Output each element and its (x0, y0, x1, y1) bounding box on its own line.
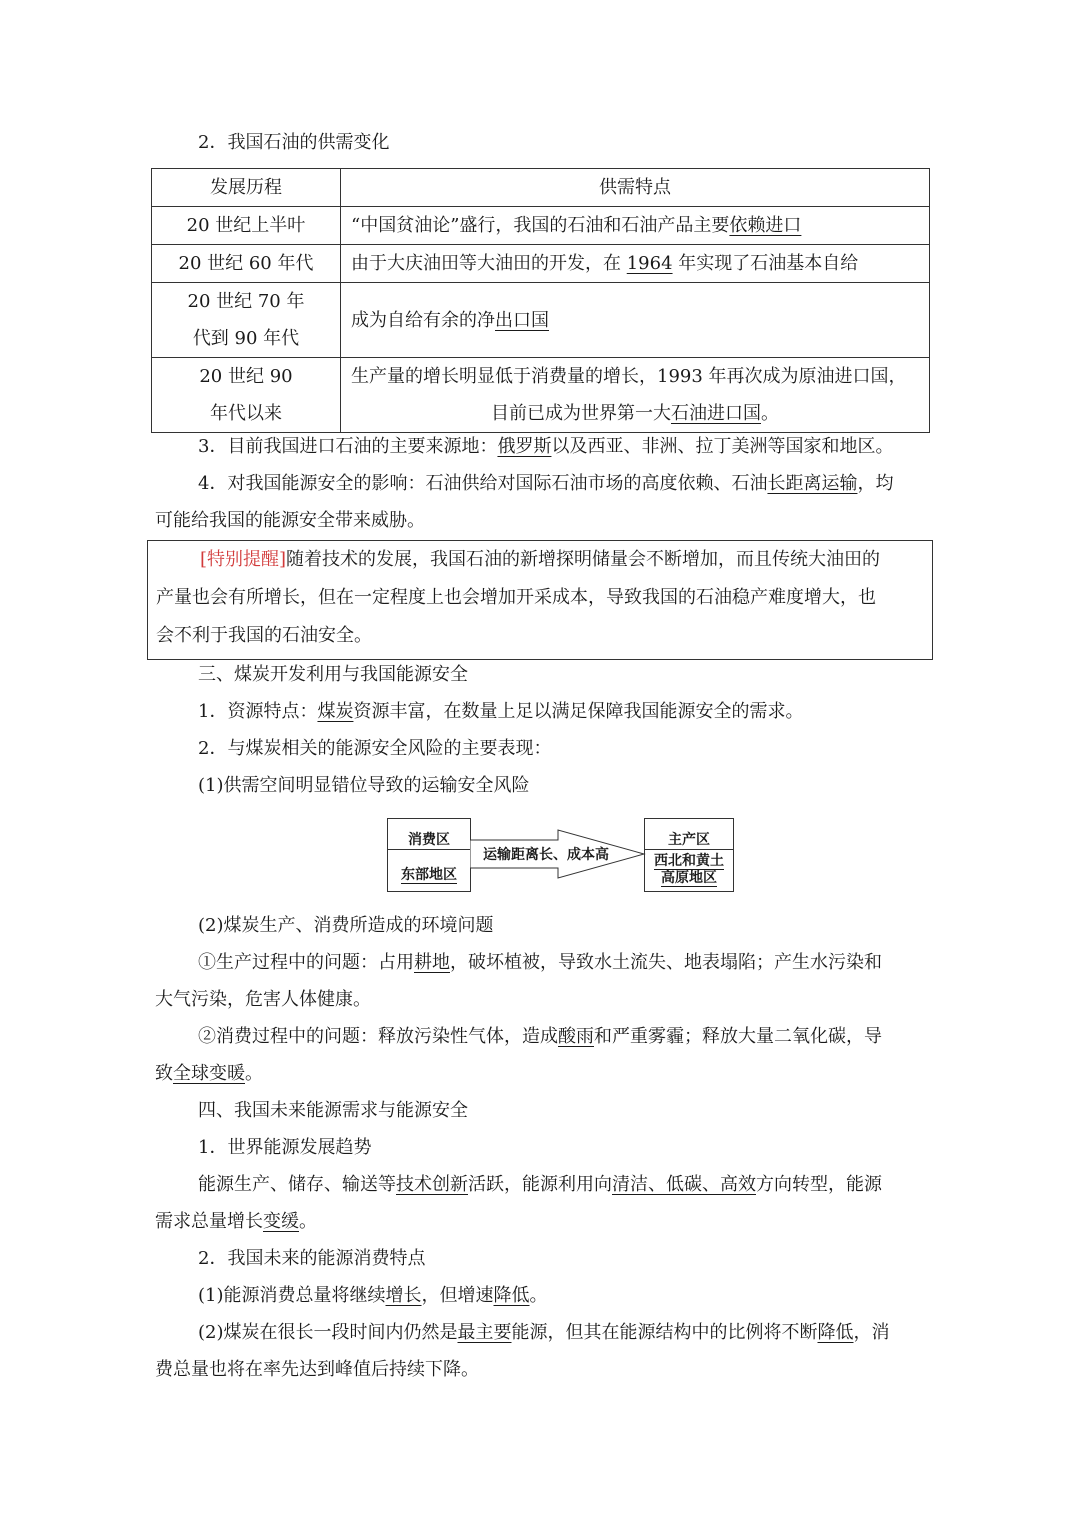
desc-answer: 1964 (626, 253, 673, 274)
text: ，均 (857, 473, 894, 494)
answer: 清洁、低碳、高效 (612, 1174, 756, 1195)
table-row (152, 283, 930, 358)
table-row (152, 245, 930, 283)
paragraph-china-consumption-title: 2．我国未来的能源消费特点 (198, 1248, 426, 1269)
paragraph-production-issues-line2: 大气污染，危害人体健康。 (155, 989, 371, 1010)
answer: 全球变暖 (173, 1063, 245, 1084)
desc-text: 目前已成为世界第一大 (491, 403, 671, 424)
table-cell-period: 20 世纪上半叶 (152, 207, 341, 245)
answer: 最主要 (457, 1322, 512, 1343)
text: 1．资源特点： (198, 701, 318, 722)
answer: 酸雨 (558, 1026, 594, 1047)
production-area-value-line: 西北和黄土 (654, 853, 724, 869)
answer: 增长 (385, 1285, 422, 1306)
reminder-line: 会不利于我国的石油安全。 (156, 625, 372, 646)
text: ①生产过程中的问题：占用 (198, 952, 414, 973)
text: 和严重雾霾；释放大量二氧化碳，导 (594, 1026, 882, 1047)
text: 能源，但其在能源结构中的比例将不断 (511, 1322, 818, 1343)
answer: 耕地 (414, 952, 450, 973)
divider (645, 849, 733, 850)
production-area-box (644, 818, 734, 892)
reminder-text (156, 541, 926, 655)
consumption-area-value-wrap (388, 864, 470, 884)
desc-text: 年实现了石油基本自给 (678, 253, 859, 274)
period-line: 年代以来 (210, 403, 282, 424)
reminder-line: 产量也会有所增长，但在一定程度上也会增加开采成本，导致我国的石油稳产难度增大，也 (156, 587, 876, 608)
desc-text: 。 (761, 403, 779, 424)
desc-answer: 出口国 (495, 309, 549, 331)
desc-text: “中国贫油论”盛行，我国的石油和石油产品主要 (351, 215, 730, 236)
table-header-row (152, 169, 930, 207)
text: 活跃，能源利用向 (468, 1174, 612, 1195)
table-cell-desc (341, 358, 930, 433)
text: 4．对我国能源安全的影响：石油供给对国际石油市场的高度依赖、石油 (198, 473, 768, 494)
period-line: 代到 90 年代 (192, 328, 300, 349)
text: 方向转型，能源 (756, 1174, 882, 1195)
period-line: 20 世纪 90 (199, 366, 293, 387)
text: ②消费过程中的问题：释放污染性气体，造成 (198, 1026, 558, 1047)
arrow-label: 运输距离长、成本高 (483, 847, 609, 863)
paragraph-world-trend-line2 (155, 1203, 927, 1240)
table-row (152, 207, 930, 245)
paragraph-consumption-point1 (198, 1277, 927, 1314)
text: 。 (299, 1211, 317, 1232)
paragraph-coal-resources (198, 693, 927, 730)
oil-supply-table (151, 168, 930, 433)
text: 资源丰富，在数量上足以满足保障我国能源安全的需求。 (353, 701, 804, 722)
table-cell-period (152, 358, 341, 433)
text: 3．目前我国进口石油的主要来源地： (198, 436, 498, 457)
desc-line (351, 395, 919, 432)
desc-answer: 依赖进口 (729, 215, 802, 236)
production-area-title: 主产区 (668, 832, 710, 848)
text: 致 (155, 1063, 173, 1084)
paragraph-import-sources (198, 428, 927, 465)
paragraph-transport-risk: (1)供需空间明显错位导致的运输安全风险 (198, 775, 530, 796)
desc-text: 成为自给有余的净 (351, 309, 495, 331)
paragraph-world-trend-line1 (198, 1166, 927, 1203)
consumption-area-value: 东部地区 (401, 867, 457, 883)
production-area-value-line: 高原地区 (661, 870, 717, 886)
answer: 降低 (493, 1285, 530, 1306)
paragraph-consumption-point2-line1 (198, 1314, 927, 1351)
divider (388, 849, 470, 850)
desc-line: 生产量的增长明显低于消费量的增长，1993 年再次成为原油进口国， (351, 366, 907, 387)
paragraph-consumption-issues-line2 (155, 1055, 927, 1092)
table-cell-desc (341, 283, 930, 358)
paragraph-impact-line1 (198, 465, 927, 502)
answer: 技术创新 (396, 1174, 468, 1195)
paragraph-world-trend-title: 1．世界能源发展趋势 (198, 1137, 372, 1158)
text: ，消 (853, 1322, 890, 1343)
text: (2)煤炭在很长一段时间内仍然是 (198, 1322, 458, 1343)
desc-text: 由于大庆油田等大油田的开发，在 (351, 253, 621, 274)
consumption-area-box (387, 818, 471, 892)
table-cell-desc (341, 207, 930, 245)
answer: 变缓 (263, 1211, 299, 1232)
section-heading-future: 四、我国未来能源需求与能源安全 (198, 1100, 468, 1121)
table-cell-period: 20 世纪 60 年代 (152, 245, 341, 283)
period-line: 20 世纪 70 年 (187, 291, 305, 312)
answer: 长距离运输 (767, 473, 858, 494)
section-heading-oil-supply: 2．我国石油的供需变化 (198, 132, 390, 153)
section-heading-coal: 三、煤炭开发利用与我国能源安全 (198, 664, 468, 685)
special-reminder-box (147, 540, 933, 660)
paragraph-impact-line2: 可能给我国的能源安全带来威胁。 (155, 510, 425, 531)
paragraph-consumption-point2-line2: 费总量也将在率先达到峰值后持续下降。 (155, 1359, 479, 1380)
text: ，但增速 (421, 1285, 494, 1306)
text: 随着技术的发展，我国石油的新增探明储量会不断增加，而且传统大油田的 (286, 549, 881, 570)
text: ，破坏植被，导致水土流失、地表塌陷；产生水污染和 (450, 952, 882, 973)
paragraph-coal-risks: 2．与煤炭相关的能源安全风险的主要表现： (198, 738, 552, 759)
answer: 俄罗斯 (497, 436, 552, 457)
production-area-value (645, 853, 733, 887)
paragraph-environment-issues: (2)煤炭生产、消费所造成的环境问题 (198, 915, 494, 936)
table-cell-period (152, 283, 341, 358)
text: 。 (245, 1063, 263, 1084)
reminder-line (156, 541, 926, 579)
answer: 煤炭 (317, 701, 354, 722)
reminder-tag: [特别提醒] (200, 549, 287, 570)
text: 需求总量增长 (155, 1211, 263, 1232)
paragraph-consumption-issues-line1 (198, 1018, 927, 1055)
table-cell-desc (341, 245, 930, 283)
text: 。 (529, 1285, 548, 1306)
table-header-cell: 发展历程 (152, 169, 341, 207)
consumption-area-title: 消费区 (408, 832, 450, 848)
table-row (152, 358, 930, 433)
desc-answer: 石油进口国 (671, 403, 761, 424)
table-header-cell: 供需特点 (341, 169, 930, 207)
paragraph-production-issues-line1 (198, 944, 927, 981)
text: 能源生产、储存、输送等 (198, 1174, 396, 1195)
text: 以及西亚、非洲、拉丁美洲等国家和地区。 (551, 436, 894, 457)
text: (1)能源消费总量将继续 (198, 1285, 386, 1306)
answer: 降低 (817, 1322, 854, 1343)
